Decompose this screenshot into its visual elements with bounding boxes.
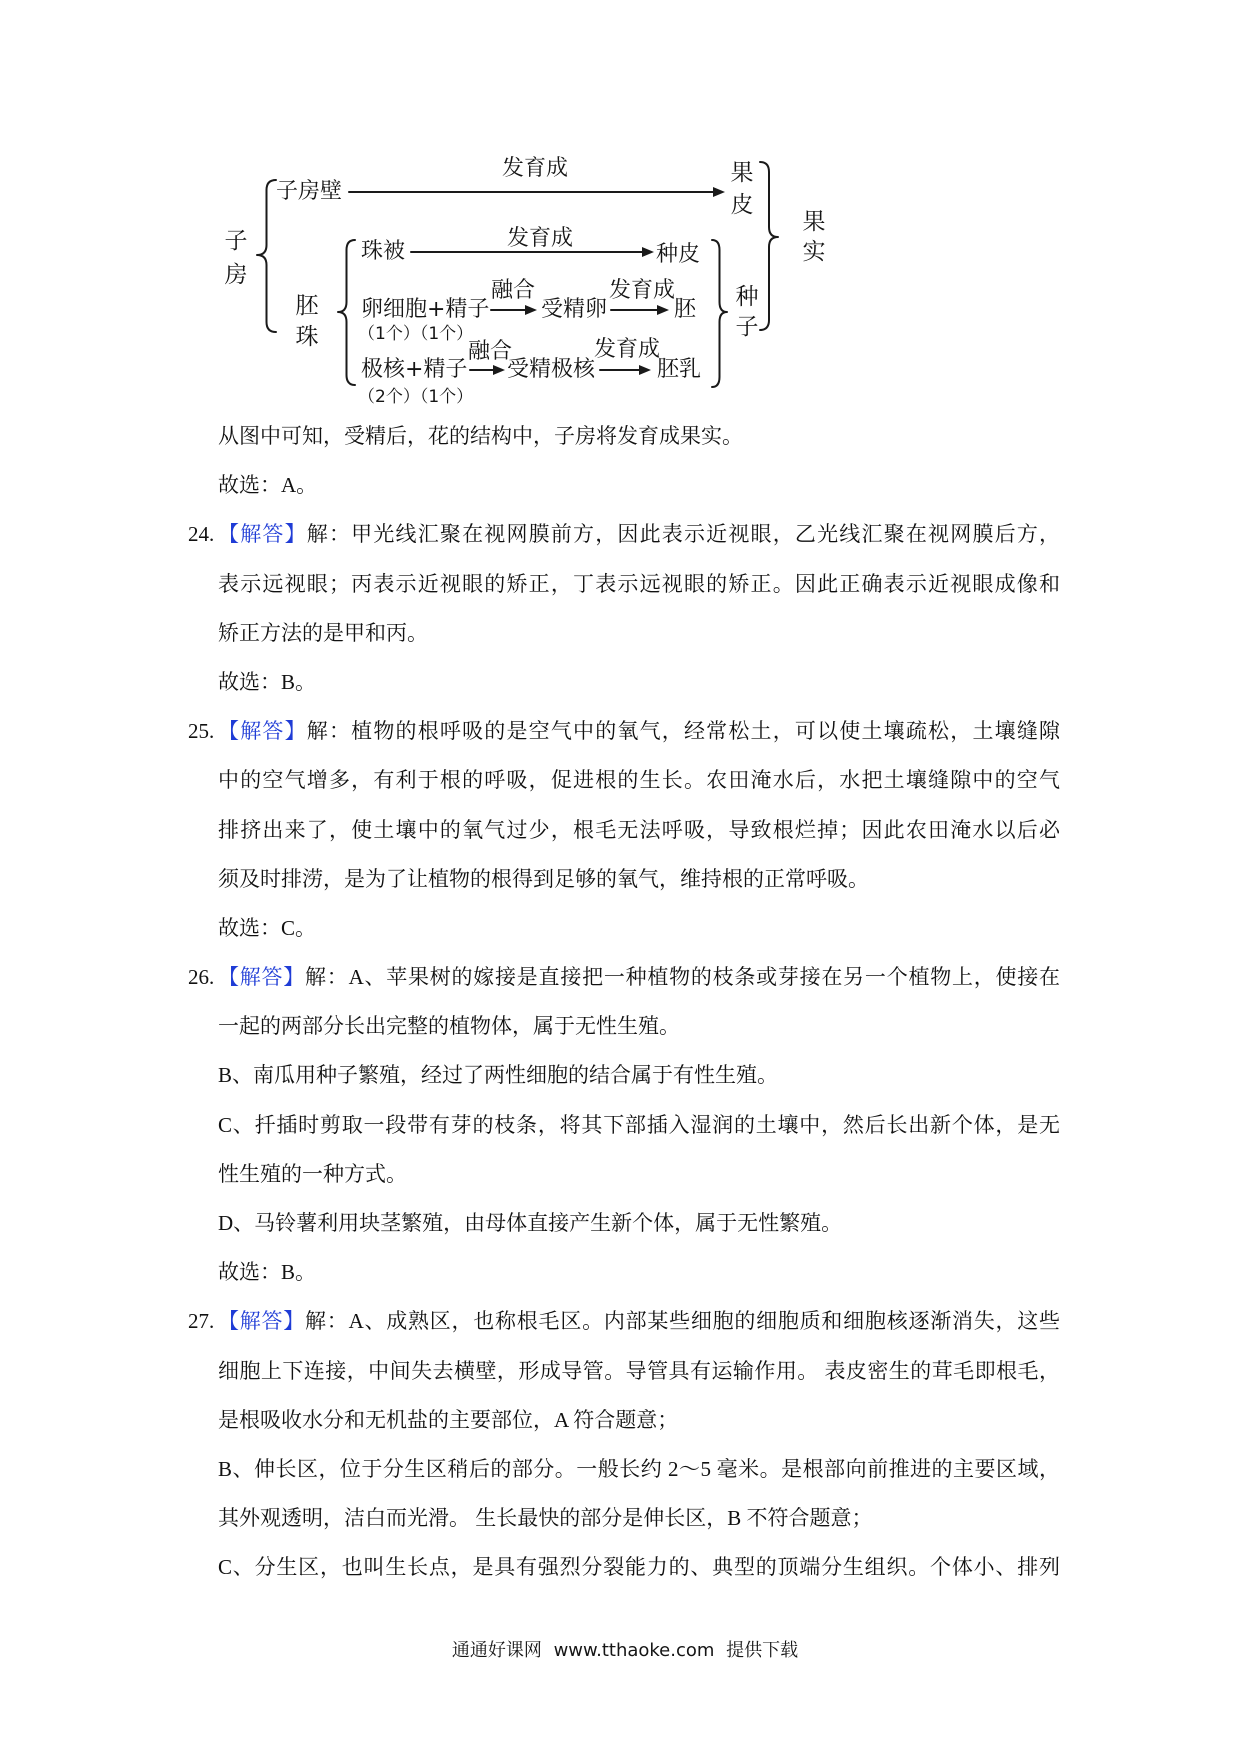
label-egg-counts: （1个）（1个） xyxy=(358,324,474,344)
arrow-label-fuse: 融合 xyxy=(467,339,513,364)
q23-choice: 故选：A。 xyxy=(218,473,318,498)
answer-tag: 【解答】 xyxy=(218,719,307,744)
arrowhead xyxy=(639,365,651,375)
q24-line: 矫正方法的是甲和丙。 xyxy=(218,620,428,645)
question-number: 24. xyxy=(188,522,215,547)
answer-tag: 【解答】 xyxy=(218,965,306,990)
q26-line xyxy=(188,953,1061,1002)
label-embryo: 胚 xyxy=(674,297,697,322)
q26-line: 一起的两部分长出完整的植物体，属于无性生殖。 xyxy=(218,1014,680,1039)
line-text: 解：A、成熟区，也称根毛区。内部某些细胞的细胞质和细胞核逐渐消失，这些 xyxy=(305,1309,1061,1334)
arrowhead xyxy=(525,305,537,315)
label-integument: 珠被 xyxy=(361,239,406,264)
arrowhead xyxy=(657,305,669,315)
q26-line: B、南瓜用种子繁殖，经过了两性细胞的结合属于有性生殖。 xyxy=(218,1063,779,1088)
answer-body xyxy=(188,412,1061,1593)
answer-tag: 【解答】 xyxy=(218,1309,306,1334)
q26-line: D、马铃薯利用块茎繁殖，由母体直接产生新个体，属于无性繁殖。 xyxy=(218,1211,843,1235)
line-text: 解：A、苹果树的嫁接是直接把一种植物的枝条或芽接在另一个植物上，使接在 xyxy=(305,965,1061,990)
q27-line: C、分生区，也叫生长点，是具有强烈分裂能力的、典型的顶端分生组织。个体小、排列 xyxy=(218,1555,1060,1580)
q27-line xyxy=(188,1297,1061,1346)
arrowhead xyxy=(713,187,725,197)
label-seed-coat: 种皮 xyxy=(656,242,701,267)
q27-line: 细胞上下连接，中间失去横壁，形成导管。导管具有运输作用。 表皮密生的茸毛即根毛， xyxy=(218,1358,1060,1383)
q26-line: 性生殖的一种方式。 xyxy=(218,1161,407,1186)
q27-line: B、伸长区，位于分生区稍后的部分。一般长约 2～5 毫米。是根部向前推进的主要区域， xyxy=(218,1456,1060,1481)
outer-left-brace xyxy=(257,180,276,332)
label-polar-counts: （2个）（1个） xyxy=(358,387,474,407)
arrowhead xyxy=(642,247,654,257)
question-number: 26. xyxy=(188,965,215,990)
label-ovary: 子房 xyxy=(220,227,247,296)
label-seed: 种子 xyxy=(731,283,758,344)
answer-tag: 【解答】 xyxy=(218,522,307,547)
q27-line: 其外观透明，洁白而光滑。 生长最快的部分是伸长区，B 不符合题意； xyxy=(218,1506,873,1531)
q24-choice: 故选：B。 xyxy=(218,669,317,694)
q25-line: 中的空气增多，有利于根的呼吸，促进根的生长。农田淹水后，水把土壤缝隙中的空气 xyxy=(218,768,1060,793)
q26-line: C、扦插时剪取一段带有芽的枝条，将其下部插入湿润的土壤中，然后长出新个体，是无 xyxy=(218,1112,1060,1137)
label-ovule: 胚珠 xyxy=(291,292,318,355)
label-egg-sperm: 卵细胞+精子 xyxy=(361,297,490,322)
q25-line: 须及时排涝，是为了让植物的根得到足够的氧气，维持根的正常呼吸。 xyxy=(218,866,869,891)
arrow-label-develop: 发育成 xyxy=(506,226,574,251)
q27-line: 是根吸收水分和无机盐的主要部位，A 符合题意； xyxy=(218,1407,679,1432)
label-fruit: 果实 xyxy=(798,208,825,269)
q25-choice: 故选：C。 xyxy=(218,915,317,940)
q25-line xyxy=(188,707,1061,756)
label-pericarp: 果皮 xyxy=(726,159,753,224)
q26-choice: 故选：B。 xyxy=(218,1260,317,1285)
arrowhead xyxy=(493,365,505,375)
q24-line xyxy=(188,510,1061,559)
line-text: 解：甲光线汇聚在视网膜前方，因此表示近视眼，乙光线汇聚在视网膜后方， xyxy=(306,522,1061,547)
arrow-label-develop: 发育成 xyxy=(501,156,569,181)
fruit-development-diagram xyxy=(0,0,1240,420)
q23-conclusion: 从图中可知，受精后，花的结构中，子房将发育成果实。 xyxy=(218,424,743,448)
question-number: 27. xyxy=(188,1309,215,1334)
label-polar-sperm: 极核+精子 xyxy=(361,357,468,382)
label-ovary-wall: 子房壁 xyxy=(276,179,343,204)
page-footer: 通通好课网 www.tthaoke.com 提供下载 xyxy=(451,1640,799,1661)
label-fertilized-polar: 受精极核 xyxy=(507,357,596,382)
line-text: 解：植物的根呼吸的是空气中的氧气，经常松土，可以使土壤疏松，土壤缝隙 xyxy=(306,719,1061,744)
outer-right-brace xyxy=(760,162,778,330)
q24-line: 表示远视眼；丙表示近视眼的矫正，丁表示远视眼的矫正。因此正确表示近视眼成像和 xyxy=(218,571,1060,596)
inner-right-brace xyxy=(712,240,727,387)
label-endosperm: 胚乳 xyxy=(657,357,702,382)
arrow-label-develop: 发育成 xyxy=(593,337,661,362)
arrow-label-develop: 发育成 xyxy=(608,278,676,303)
inner-left-brace xyxy=(338,240,355,385)
arrow-label-fuse: 融合 xyxy=(490,278,536,303)
q25-line: 排挤出来了，使土壤中的氧气过少，根毛无法呼吸，导致根烂掉；因此农田淹水以后必 xyxy=(218,817,1060,842)
question-number: 25. xyxy=(188,719,215,744)
label-zygote: 受精卵 xyxy=(541,297,608,322)
